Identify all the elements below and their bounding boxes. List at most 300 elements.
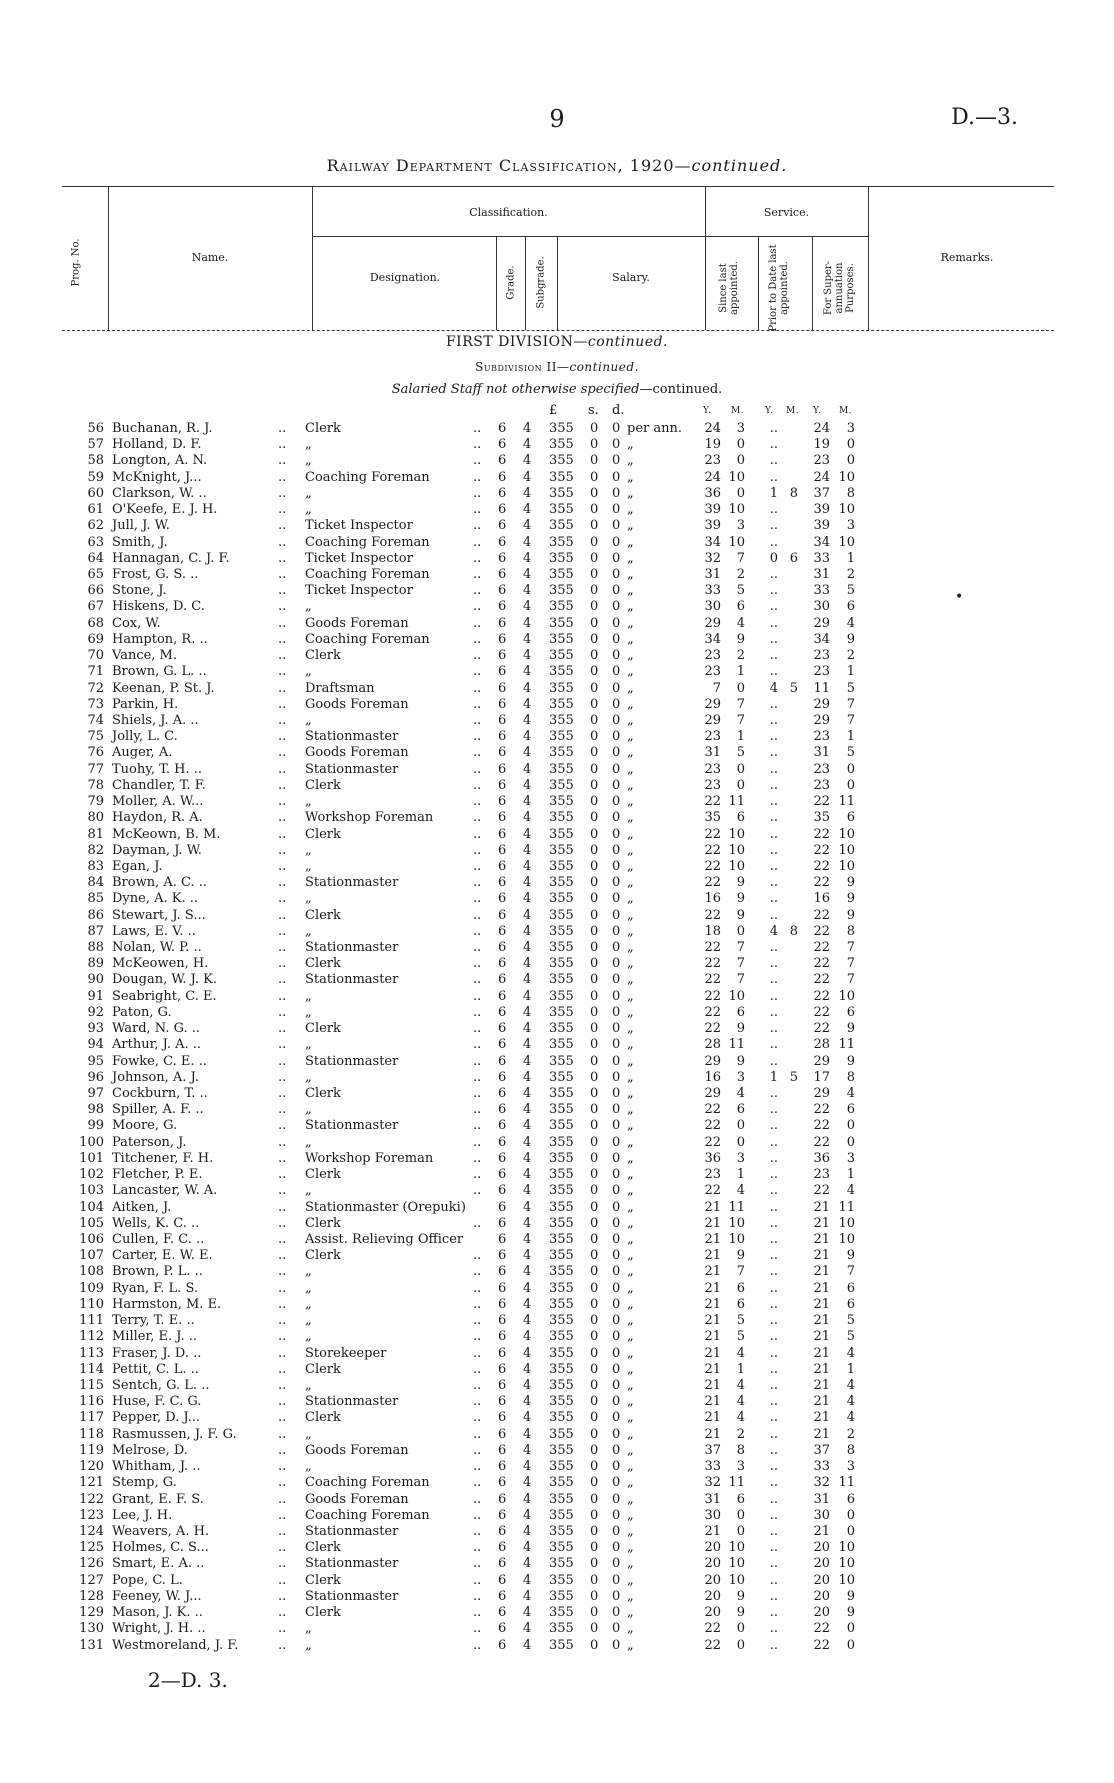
super-months: 9	[846, 907, 855, 923]
since-years: 21	[704, 1215, 721, 1231]
prog-no: 78	[87, 777, 104, 793]
subgrade: 4	[523, 583, 532, 599]
prog-no: 71	[87, 664, 104, 680]
header-for-super: For Super-annuation Purposes.	[823, 260, 856, 316]
staff-name: Brown, A. C. ..	[112, 875, 208, 891]
leader-dots: ..	[278, 794, 287, 810]
prog-no: 129	[79, 1605, 104, 1621]
salary-period: „	[627, 712, 634, 728]
since-years: 21	[704, 1410, 721, 1426]
salary-period: „	[627, 1475, 634, 1491]
staff-name: Wells, K. C. ..	[112, 1215, 200, 1231]
super-months: 7	[846, 956, 855, 972]
salary-pounds: 355	[549, 956, 574, 972]
since-months: 5	[736, 745, 745, 761]
table-row	[0, 729, 1114, 745]
since-months: 7	[736, 1264, 745, 1280]
prog-no: 75	[87, 729, 104, 745]
header-grade: Grade.	[505, 265, 517, 300]
prior-years: ..	[769, 1102, 778, 1118]
leader-dots: ..	[473, 1394, 482, 1410]
since-years: 21	[704, 1199, 721, 1215]
salary-shillings: 0	[590, 664, 599, 680]
grade: 6	[498, 875, 507, 891]
salary-shillings: 0	[590, 810, 599, 826]
unit-pound: £	[549, 403, 558, 418]
prog-no: 86	[87, 907, 104, 923]
table-row	[0, 1135, 1114, 1151]
leader-dots: ..	[278, 1004, 287, 1020]
designation: „	[305, 842, 312, 858]
grade: 6	[498, 1102, 507, 1118]
super-months: 2	[846, 566, 855, 582]
salary-pounds: 355	[549, 680, 574, 696]
designation: „	[305, 891, 312, 907]
subgrade: 4	[523, 1264, 532, 1280]
salary-pence: 0	[612, 972, 621, 988]
prior-years: ..	[769, 502, 778, 518]
grade: 6	[498, 1004, 507, 1020]
prog-no: 79	[87, 794, 104, 810]
leader-dots: ..	[473, 648, 482, 664]
salary-pence: 0	[612, 810, 621, 826]
prior-years: ..	[769, 1264, 778, 1280]
leader-dots: ..	[278, 1264, 287, 1280]
subgrade: 4	[523, 1394, 532, 1410]
super-months: 10	[838, 826, 855, 842]
super-years: 36	[813, 1150, 830, 1166]
leader-dots: ..	[473, 1523, 482, 1539]
grade: 6	[498, 891, 507, 907]
subgrade: 4	[523, 1637, 532, 1653]
leader-dots: ..	[473, 1053, 482, 1069]
salary-period: „	[627, 518, 634, 534]
leader-dots: ..	[473, 1215, 482, 1231]
leader-dots: ..	[278, 891, 287, 907]
super-years: 21	[813, 1345, 830, 1361]
staff-name: Hampton, R. ..	[112, 631, 208, 647]
salary-pence: 0	[612, 680, 621, 696]
salary-pounds: 355	[549, 437, 574, 453]
leader-dots: ..	[278, 1102, 287, 1118]
table-row	[0, 1216, 1114, 1232]
super-months: 4	[846, 1394, 855, 1410]
salary-period: „	[627, 956, 634, 972]
grade: 6	[498, 810, 507, 826]
prog-no: 77	[87, 761, 104, 777]
leader-dots: ..	[278, 485, 287, 501]
super-months: 3	[846, 1150, 855, 1166]
leader-dots: ..	[473, 777, 482, 793]
designation: Goods Foreman	[305, 745, 409, 761]
table-row	[0, 1167, 1114, 1183]
super-months: 11	[838, 1037, 855, 1053]
leader-dots: ..	[473, 1426, 482, 1442]
table-row	[0, 713, 1114, 729]
staff-name: Smith, J.	[112, 534, 168, 550]
leader-dots: ..	[473, 1004, 482, 1020]
salary-pounds: 355	[549, 1329, 574, 1345]
subgrade: 4	[523, 453, 532, 469]
leader-dots: ..	[278, 842, 287, 858]
prior-years: ..	[769, 1540, 778, 1556]
salary-shillings: 0	[590, 1037, 599, 1053]
table-row	[0, 1605, 1114, 1621]
salary-pence: 0	[612, 1637, 621, 1653]
since-years: 20	[704, 1572, 721, 1588]
salary-shillings: 0	[590, 1394, 599, 1410]
since-years: 29	[704, 1053, 721, 1069]
subgrade: 4	[523, 1313, 532, 1329]
prior-years: ..	[769, 729, 778, 745]
salary-pounds: 355	[549, 1345, 574, 1361]
prior-years: ..	[769, 988, 778, 1004]
designation: „	[305, 1313, 312, 1329]
since-years: 22	[704, 988, 721, 1004]
table-row	[0, 956, 1114, 972]
staff-name: Moller, A. W...	[112, 794, 204, 810]
since-years: 21	[704, 1523, 721, 1539]
leader-dots: ..	[473, 453, 482, 469]
salary-pounds: 355	[549, 794, 574, 810]
grade: 6	[498, 453, 507, 469]
since-months: 0	[736, 1621, 745, 1637]
leader-dots: ..	[278, 1183, 287, 1199]
staff-name: Grant, E. F. S.	[112, 1491, 204, 1507]
leader-dots: ..	[278, 1410, 287, 1426]
super-months: 3	[846, 518, 855, 534]
staff-name: Egan, J.	[112, 858, 163, 874]
subgrade: 4	[523, 631, 532, 647]
designation: „	[305, 1329, 312, 1345]
designation: Stationmaster	[305, 1523, 399, 1539]
subgrade: 4	[523, 907, 532, 923]
salary-shillings: 0	[590, 729, 599, 745]
prog-no: 130	[79, 1621, 104, 1637]
salary-shillings: 0	[590, 566, 599, 582]
since-years: 21	[704, 1361, 721, 1377]
salary-period: „	[627, 550, 634, 566]
since-years: 21	[704, 1280, 721, 1296]
prog-no: 60	[87, 485, 104, 501]
since-years: 34	[704, 631, 721, 647]
salary-period: „	[627, 1313, 634, 1329]
salary-pence: 0	[612, 421, 621, 436]
grade: 6	[498, 1021, 507, 1037]
salary-pounds: 355	[549, 566, 574, 582]
since-years: 20	[704, 1556, 721, 1572]
salary-period: „	[627, 891, 634, 907]
salary-period: „	[627, 1459, 634, 1475]
since-months: 9	[736, 891, 745, 907]
staff-name: Clarkson, W. ..	[112, 485, 207, 501]
staff-name: Mason, J. K. ..	[112, 1605, 203, 1621]
staff-name: Nolan, W. P. ..	[112, 940, 202, 956]
staff-name: Melrose, D.	[112, 1442, 188, 1458]
super-years: 22	[813, 1134, 830, 1150]
super-months: 11	[838, 794, 855, 810]
grade: 6	[498, 923, 507, 939]
since-years: 23	[704, 761, 721, 777]
subgrade: 4	[523, 1572, 532, 1588]
salary-pounds: 355	[549, 1491, 574, 1507]
salary-pence: 0	[612, 1167, 621, 1183]
leader-dots: ..	[278, 1345, 287, 1361]
salary-shillings: 0	[590, 1313, 599, 1329]
since-years: 29	[704, 696, 721, 712]
table-row	[0, 1508, 1114, 1524]
salary-shillings: 0	[590, 1183, 599, 1199]
subgrade: 4	[523, 1248, 532, 1264]
staff-name: Moore, G.	[112, 1118, 178, 1134]
leader-dots: ..	[473, 1361, 482, 1377]
salary-pence: 0	[612, 1215, 621, 1231]
designation: „	[305, 1459, 312, 1475]
prior-years: ..	[769, 566, 778, 582]
staff-name: Jull, J. W.	[112, 518, 170, 534]
leader-dots: ..	[473, 923, 482, 939]
since-years: 20	[704, 1540, 721, 1556]
salary-pounds: 355	[549, 1313, 574, 1329]
prog-no: 87	[87, 923, 104, 939]
prog-no: 123	[79, 1507, 104, 1523]
salary-pence: 0	[612, 1232, 621, 1247]
since-months: 5	[736, 583, 745, 599]
prior-years: ..	[769, 1426, 778, 1442]
leader-dots: ..	[278, 1167, 287, 1183]
super-years: 21	[813, 1313, 830, 1329]
leader-dots: ..	[473, 842, 482, 858]
since-months: 0	[736, 485, 745, 501]
salary-pounds: 355	[549, 469, 574, 485]
prior-years: ..	[769, 1637, 778, 1653]
table-row	[0, 891, 1114, 907]
subgrade: 4	[523, 1377, 532, 1393]
super-years: 28	[813, 1037, 830, 1053]
designation: „	[305, 485, 312, 501]
salary-pence: 0	[612, 745, 621, 761]
table-row	[0, 972, 1114, 988]
super-years: 21	[813, 1264, 830, 1280]
salary-pence: 0	[612, 1102, 621, 1118]
table-row	[0, 875, 1114, 891]
leader-dots: ..	[473, 1345, 482, 1361]
unit-prior-y: Y.	[765, 406, 774, 416]
grade: 6	[498, 550, 507, 566]
leader-dots: ..	[473, 1248, 482, 1264]
subgrade: 4	[523, 1523, 532, 1539]
prog-no: 95	[87, 1053, 104, 1069]
leader-dots: ..	[278, 1588, 287, 1604]
grade: 6	[498, 1588, 507, 1604]
salary-pounds: 355	[549, 1572, 574, 1588]
grade: 6	[498, 1037, 507, 1053]
leader-dots: ..	[473, 1605, 482, 1621]
designation: „	[305, 1102, 312, 1118]
prog-no: 73	[87, 696, 104, 712]
super-years: 39	[813, 502, 830, 518]
salary-pounds: 355	[549, 988, 574, 1004]
document-reference: D.—3.	[951, 105, 1018, 130]
prog-no: 107	[79, 1248, 104, 1264]
prog-no: 117	[79, 1410, 104, 1426]
table-row	[0, 1556, 1114, 1572]
table-row	[0, 648, 1114, 664]
super-years: 29	[813, 696, 830, 712]
table-row	[0, 1524, 1114, 1540]
table-row	[0, 1410, 1114, 1426]
prog-no: 85	[87, 891, 104, 907]
subgrade: 4	[523, 485, 532, 501]
salary-pounds: 355	[549, 858, 574, 874]
since-months: 0	[736, 1523, 745, 1539]
super-months: 10	[838, 502, 855, 518]
designation: „	[305, 1183, 312, 1199]
salary-pence: 0	[612, 1280, 621, 1296]
since-months: 10	[728, 842, 745, 858]
since-months: 7	[736, 940, 745, 956]
leader-dots: ..	[278, 631, 287, 647]
leader-dots: ..	[473, 437, 482, 453]
salary-pence: 0	[612, 648, 621, 664]
super-months: 9	[846, 1053, 855, 1069]
grade: 6	[498, 1637, 507, 1653]
designation: „	[305, 1280, 312, 1296]
designation: Stationmaster	[305, 1556, 399, 1572]
super-months: 0	[846, 1118, 855, 1134]
since-months: 8	[736, 1442, 745, 1458]
salary-shillings: 0	[590, 1021, 599, 1037]
subgrade: 4	[523, 940, 532, 956]
salary-period: „	[627, 1329, 634, 1345]
prior-years: ..	[769, 1296, 778, 1312]
subgrade: 4	[523, 1167, 532, 1183]
super-months: 4	[846, 1377, 855, 1393]
salary-shillings: 0	[590, 1134, 599, 1150]
super-months: 6	[846, 810, 855, 826]
super-years: 34	[813, 534, 830, 550]
since-years: 22	[704, 956, 721, 972]
grade: 6	[498, 1491, 507, 1507]
grade: 6	[498, 761, 507, 777]
leader-dots: ..	[278, 1540, 287, 1556]
leader-dots: ..	[473, 745, 482, 761]
grade: 6	[498, 1215, 507, 1231]
designation: Stationmaster	[305, 875, 399, 891]
since-months: 10	[728, 534, 745, 550]
super-months: 1	[846, 1167, 855, 1183]
subgrade: 4	[523, 566, 532, 582]
super-years: 19	[813, 437, 830, 453]
salary-pounds: 355	[549, 1086, 574, 1102]
salary-shillings: 0	[590, 1523, 599, 1539]
salary-period: „	[627, 1572, 634, 1588]
page-title	[0, 156, 1114, 175]
designation: „	[305, 1621, 312, 1637]
super-years: 21	[813, 1410, 830, 1426]
subgrade: 4	[523, 1232, 532, 1247]
table-row	[0, 1443, 1114, 1459]
super-months: 3	[846, 421, 855, 436]
leader-dots: ..	[278, 502, 287, 518]
leader-dots: ..	[278, 1475, 287, 1491]
prog-no: 106	[79, 1232, 104, 1247]
salary-period: „	[627, 1102, 634, 1118]
super-years: 37	[813, 1442, 830, 1458]
prog-no: 59	[87, 469, 104, 485]
leader-dots: ..	[473, 599, 482, 615]
table-row	[0, 810, 1114, 826]
salary-period: „	[627, 437, 634, 453]
subgrade: 4	[523, 421, 532, 436]
grade: 6	[498, 842, 507, 858]
salary-pounds: 355	[549, 534, 574, 550]
staff-name: Westmoreland, J. F.	[112, 1637, 239, 1653]
super-years: 21	[813, 1361, 830, 1377]
super-years: 16	[813, 891, 830, 907]
super-months: 0	[846, 453, 855, 469]
unit-since-y: Y.	[703, 406, 712, 416]
prog-no: 101	[79, 1150, 104, 1166]
leader-dots: ..	[473, 956, 482, 972]
salary-pounds: 355	[549, 1540, 574, 1556]
prog-no: 80	[87, 810, 104, 826]
subgrade: 4	[523, 1345, 532, 1361]
super-years: 21	[813, 1248, 830, 1264]
prog-no: 105	[79, 1215, 104, 1231]
salary-period: „	[627, 1345, 634, 1361]
since-years: 22	[704, 1134, 721, 1150]
subgrade: 4	[523, 680, 532, 696]
staff-name: Cullen, F. C. ..	[112, 1232, 205, 1247]
since-years: 21	[704, 1264, 721, 1280]
salary-period: „	[627, 696, 634, 712]
subgrade: 4	[523, 1037, 532, 1053]
super-months: 10	[838, 469, 855, 485]
staff-name: O'Keefe, E. J. H.	[112, 502, 218, 518]
super-years: 20	[813, 1572, 830, 1588]
prog-no: 126	[79, 1556, 104, 1572]
prog-no: 69	[87, 631, 104, 647]
super-years: 22	[813, 842, 830, 858]
table-row	[0, 908, 1114, 924]
salary-pounds: 355	[549, 1150, 574, 1166]
prior-years: ..	[769, 1572, 778, 1588]
since-months: 6	[736, 1102, 745, 1118]
salary-shillings: 0	[590, 1377, 599, 1393]
since-months: 4	[736, 1086, 745, 1102]
since-years: 32	[704, 550, 721, 566]
subgrade: 4	[523, 988, 532, 1004]
prog-no: 127	[79, 1572, 104, 1588]
leader-dots: ..	[473, 826, 482, 842]
salary-pence: 0	[612, 1475, 621, 1491]
salary-pence: 0	[612, 1507, 621, 1523]
staff-name: Ward, N. G. ..	[112, 1021, 201, 1037]
table-row	[0, 421, 1114, 437]
leader-dots: ..	[278, 1605, 287, 1621]
salary-pence: 0	[612, 729, 621, 745]
prior-years: 4	[769, 680, 778, 696]
prog-no: 56	[87, 421, 104, 436]
table-row	[0, 1102, 1114, 1118]
prior-years: ..	[769, 1232, 778, 1247]
salary-shillings: 0	[590, 502, 599, 518]
leader-dots: ..	[473, 729, 482, 745]
prog-no: 63	[87, 534, 104, 550]
table-row	[0, 502, 1114, 518]
prior-years: ..	[769, 1588, 778, 1604]
